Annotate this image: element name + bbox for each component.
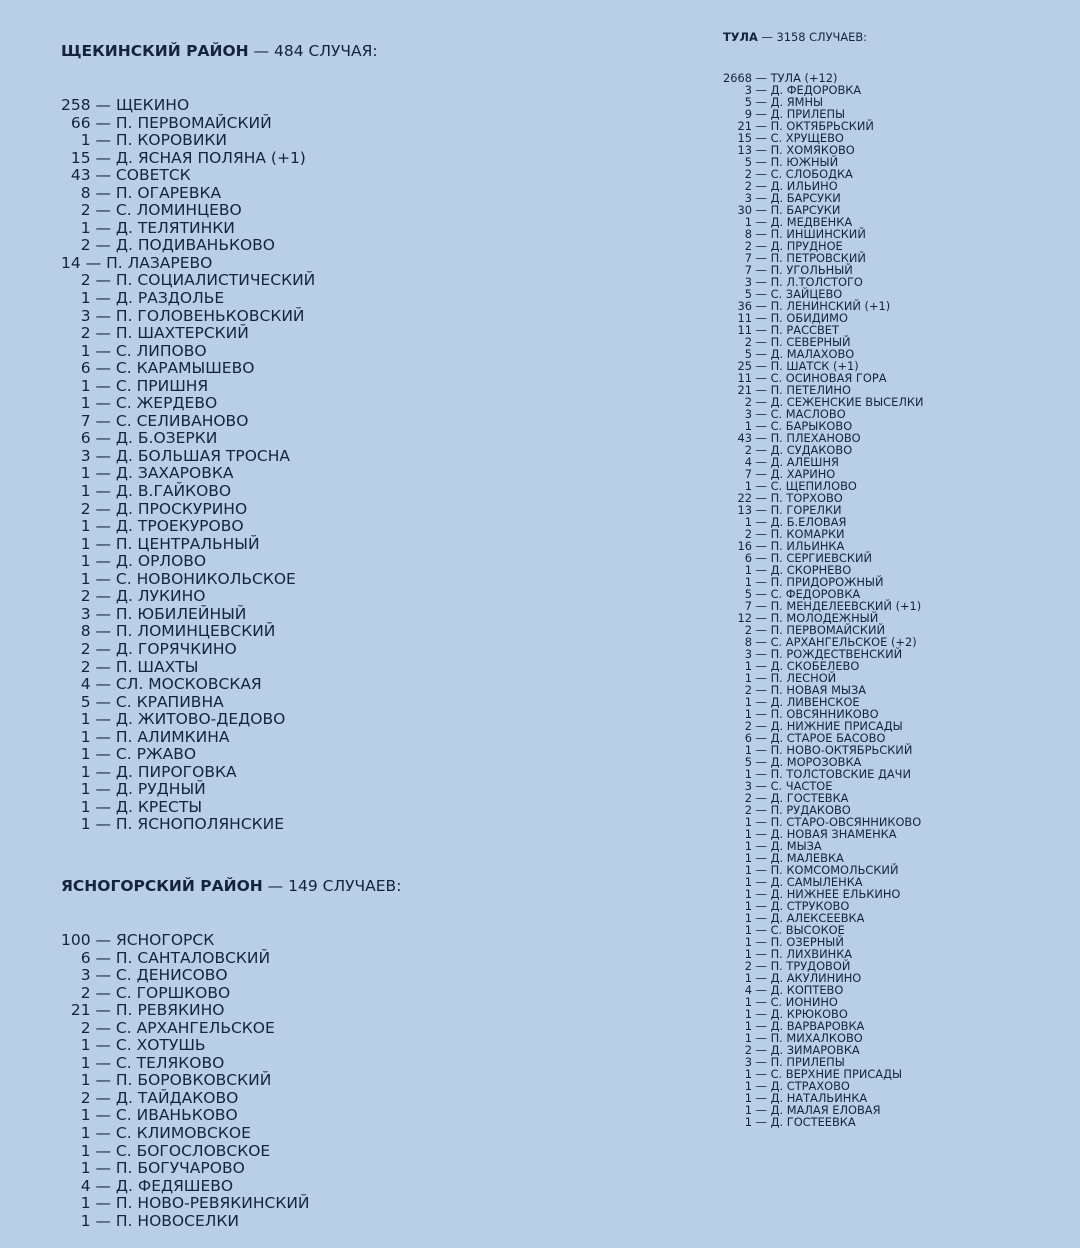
list-item: 66 — П. ПЕРВОМАЙСКИЙ	[61, 113, 272, 132]
list-item: 1 — П. НОВО-РЕВЯКИНСКИЙ	[61, 1194, 310, 1213]
list-item: 1 — С. БАРЫКОВО	[723, 418, 853, 433]
list-item: 11 — С. ОСИНОВАЯ ГОРА	[723, 370, 887, 385]
list-item: 3 — П. ПРИЛЕПЫ	[723, 1054, 845, 1069]
list-item: 2 — Д. ПОДИВАНЬКОВО	[61, 236, 276, 255]
list-item: 1 — Д. В.ГАЙКОВО	[61, 482, 232, 501]
list-item: 2 — П. НОВАЯ МЫЗА	[723, 682, 867, 697]
list-item: 1 — П. НОВО-ОКТЯБРЬСКИЙ	[723, 742, 913, 757]
list-item: 1 — Д. НИЖНЕЕ ЕЛЬКИНО	[723, 886, 901, 901]
list-item: 100 — ЯСНОГОРСК	[61, 930, 215, 949]
list-item: 1 — Д. РУДНЫЙ	[61, 780, 206, 799]
shchekino-district-summary: — 484 СЛУЧАЯ:	[248, 42, 378, 60]
list-item: 11 — П. ОБИДИМО	[723, 310, 848, 325]
list-item: 1 — Д. АКУЛИНИНО	[723, 970, 862, 985]
list-item: 8 — С. АРХАНГЕЛЬСКОЕ (+2)	[723, 634, 917, 649]
list-item: 1 — П. КОРОВИКИ	[61, 131, 228, 150]
list-item: 8 — П. ИНШИНСКИЙ	[723, 226, 866, 241]
list-item: 1 — С. КЛИМОВСКОЕ	[61, 1123, 251, 1142]
list-item: 1 — С. ВЕРХНИЕ ПРИСАДЫ	[723, 1066, 903, 1081]
list-item: 2 — Д. ТАЙДАКОВО	[61, 1088, 239, 1107]
list-item: 1 — Д. ЛИВЕНСКОЕ	[723, 694, 860, 709]
list-item: 16 — П. ИЛЬИНКА	[723, 538, 845, 553]
list-item: 2 — Д. ГОСТЕВКА	[723, 790, 849, 805]
list-item: 5 — Д. ЯМНЫ	[723, 94, 824, 109]
list-item: 1 — Д. РАЗДОЛЬЕ	[61, 289, 225, 308]
list-item: 1 — Д. ТРОЕКУРОВО	[61, 517, 244, 536]
list-item: 2 — С. ЛОМИНЦЕВО	[61, 201, 242, 220]
list-item: 1 — С. ПРИШНЯ	[61, 376, 209, 395]
list-item: 6 — П. СЕРГИЕВСКИЙ	[723, 550, 872, 565]
list-item: 36 — П. ЛЕНИНСКИЙ (+1)	[723, 298, 891, 313]
left-column	[61, 5, 401, 1248]
list-item: 2 — С. ГОРШКОВО	[61, 983, 231, 1002]
list-item: 3 — Д. БАРСУКИ	[723, 190, 841, 205]
list-item: 9 — Д. ПРИЛЕПЫ	[723, 106, 846, 121]
list-item: 1 — П. АЛИМКИНА	[61, 727, 230, 746]
list-item: 1 — Д. ЗАХАРОВКА	[61, 464, 234, 483]
list-item: 2 — Д. ГОРЯЧКИНО	[61, 639, 237, 658]
list-item: 1 — Д. КРЕСТЫ	[61, 797, 202, 816]
list-item: 2 — С. АРХАНГЕЛЬСКОЕ	[61, 1018, 275, 1037]
list-item: 21 — П. РЕВЯКИНО	[61, 1001, 225, 1020]
shchekino-district-header	[61, 41, 401, 61]
tula-header	[723, 31, 924, 44]
list-item: 2 — П. ШАХТЫ	[61, 657, 199, 676]
list-item: 1 — П. ТОЛСТОВСКИЕ ДАЧИ	[723, 766, 911, 781]
list-item: 7 — Д. ХАРИНО	[723, 466, 836, 481]
list-item: 7 — С. СЕЛИВАНОВО	[61, 411, 249, 430]
list-item: 1 — Д. ПИРОГОВКА	[61, 762, 237, 781]
list-item: 2 — Д. СЕЖЕНСКИЕ ВЫСЕЛКИ	[723, 394, 924, 409]
list-item: 4 — Д. КОПТЕВО	[723, 982, 844, 997]
list-item: 2 — П. КОМАРКИ	[723, 526, 845, 541]
list-item: 1 — С. БОГОСЛОВСКОЕ	[61, 1141, 271, 1160]
list-item: 1 — Д. САМЫЛЕНКА	[723, 874, 863, 889]
list-item: 43 — СОВЕТСК	[61, 166, 191, 185]
list-item: 1 — Д. ГОСТЕЕВКА	[723, 1114, 856, 1129]
shchekino-district-title: ЩЕКИНСКИЙ РАЙОН	[61, 42, 249, 60]
list-item: 1 — С. НОВОНИКОЛЬСКОЕ	[61, 569, 296, 588]
list-item: 1 — Д. МАЛАЯ ЕЛОВАЯ	[723, 1102, 881, 1117]
list-item: 1 — С. ЩЕПИЛОВО	[723, 478, 857, 493]
list-item: 4 — Д. ФЕДЯШЕВО	[61, 1176, 234, 1195]
list-item: 2 — П. ПЕРВОМАЙСКИЙ	[723, 622, 886, 637]
list-item: 1 — Д. НАТАЛЬИНКА	[723, 1090, 868, 1105]
list-item: 5 — С. ФЕДОРОВКА	[723, 586, 861, 601]
list-item: 1 — П. МИХАЛКОВО	[723, 1030, 863, 1045]
list-item: 15 — Д. ЯСНАЯ ПОЛЯНА (+1)	[61, 148, 306, 167]
list-item: 1 — П. ОЗЕРНЫЙ	[723, 934, 844, 949]
list-item: 2 — Д. СУДАКОВО	[723, 442, 853, 457]
list-item: 1 — Д. СКОРНЕВО	[723, 562, 852, 577]
list-item: 1 — Д. ЖИТОВО-ДЕДОВО	[61, 710, 286, 729]
list-item: 2 — П. СЕВЕРНЫЙ	[723, 334, 851, 349]
list-item: 3 — П. ЮБИЛЕЙНЫЙ	[61, 604, 247, 623]
list-item: 1 — П. НОВОСЕЛКИ	[61, 1211, 239, 1230]
list-item: 1 — Д. МЕДВЕНКА	[723, 214, 853, 229]
list-item: 1 — Д. МЫЗА	[723, 838, 822, 853]
list-item: 1 — С. ИОНИНО	[723, 994, 838, 1009]
list-item: 1 — П. КОМСОМОЛЬСКИЙ	[723, 862, 899, 877]
list-item: 3 — С. ДЕНИСОВО	[61, 966, 228, 985]
list-item: 7 — П. УГОЛЬНЫЙ	[723, 262, 853, 277]
list-item: 1 — Д. СТРАХОВО	[723, 1078, 850, 1093]
list-item: 3 — П. ГОЛОВЕНЬКОВСКИЙ	[61, 306, 305, 325]
list-item: 2668 — ТУЛА (+12)	[723, 70, 838, 85]
list-item: 3 — Д. БОЛЬШАЯ ТРОСНА	[61, 446, 290, 465]
list-item: 4 — Д. АЛЕШНЯ	[723, 454, 839, 469]
list-item: 8 — П. ЛОМИНЦЕВСКИЙ	[61, 622, 276, 641]
list-item: 6 — П. САНТАЛОВСКИЙ	[61, 948, 271, 967]
list-item: 1 — С. ХОТУШЬ	[61, 1036, 206, 1055]
list-item: 2 — П. РУДАКОВО	[723, 802, 851, 817]
list-item: 21 — П. ПЕТЕЛИНО	[723, 382, 851, 397]
list-item: 13 — П. ХОМЯКОВО	[723, 142, 855, 157]
tula-title: ТУЛА	[723, 30, 758, 44]
list-item: 1 — П. ЦЕНТРАЛЬНЫЙ	[61, 534, 260, 553]
list-item: 2 — Д. ПРОСКУРИНО	[61, 499, 248, 518]
list-item: 1 — Д. НОВАЯ ЗНАМЕНКА	[723, 826, 897, 841]
list-item: 5 — С. ЗАЙЦЕВО	[723, 286, 843, 301]
list-item: 6 — С. КАРАМЫШЕВО	[61, 359, 255, 378]
tula-case-list	[723, 72, 924, 1128]
list-item: 1 — П. ОВСЯННИКОВО	[723, 706, 879, 721]
list-item: 258 — ЩЕКИНО	[61, 96, 190, 114]
list-item: 13 — П. ГОРЕЛКИ	[723, 502, 842, 517]
list-item: 5 — С. КРАПИВНА	[61, 692, 224, 711]
list-item: 1 — С. ВЫСОКОЕ	[723, 922, 845, 937]
list-item: 1 — П. ЛИХВИНКА	[723, 946, 853, 961]
list-item: 4 — СЛ. МОСКОВСКАЯ	[61, 675, 262, 694]
right-column	[723, 3, 924, 1142]
list-item: 1 — П. ПРИДОРОЖНЫЙ	[723, 574, 884, 589]
list-item: 15 — С. ХРУЩЕВО	[723, 130, 844, 145]
list-item: 1 — П. СТАРО-ОВСЯННИКОВО	[723, 814, 922, 829]
list-item: 1 — Д. АЛЕКСЕЕВКА	[723, 910, 865, 925]
list-item: 6 — Д. СТАРОЕ БАСОВО	[723, 730, 886, 745]
list-item: 25 — П. ШАТСК (+1)	[723, 358, 859, 373]
list-item: 1 — Д. ОРЛОВО	[61, 552, 207, 571]
list-item: 1 — Д. СКОБЕЛЕВО	[723, 658, 860, 673]
list-item: 1 — Д. КРЮКОВО	[723, 1006, 848, 1021]
list-item: 5 — Д. МОРОЗОВКА	[723, 754, 862, 769]
yasnogorsk-district-header	[61, 876, 401, 896]
list-item: 5 — Д. МАЛАХОВО	[723, 346, 855, 361]
tula-summary: — 3158 СЛУЧАЕВ:	[757, 30, 867, 44]
list-item: 1 — П. БОРОВКОВСКИЙ	[61, 1071, 272, 1090]
list-item: 2 — Д. ЗИМАРОВКА	[723, 1042, 860, 1057]
list-item: 1 — С. ЖЕРДЕВО	[61, 394, 218, 413]
list-item: 22 — П. ТОРХОВО	[723, 490, 843, 505]
list-item: 1 — Д. МАЛЕВКА	[723, 850, 844, 865]
list-item: 2 — П. ШАХТЕРСКИЙ	[61, 324, 249, 343]
yasnogorsk-district-title: ЯСНОГОРСКИЙ РАЙОН	[61, 876, 263, 895]
list-item: 1 — П. БОГУЧАРОВО	[61, 1159, 245, 1178]
list-item: 11 — П. РАССВЕТ	[723, 322, 839, 337]
list-item: 3 — П. Л.ТОЛСТОГО	[723, 274, 863, 289]
list-item: 30 — П. БАРСУКИ	[723, 202, 841, 217]
list-item: 1 — П. ЯСНОПОЛЯНСКИЕ	[61, 815, 285, 834]
list-item: 2 — С. СЛОБОДКА	[723, 166, 853, 181]
list-item: 1 — С. ЛИПОВО	[61, 341, 207, 360]
list-item: 1 — Д. ВАРВАРОВКА	[723, 1018, 865, 1033]
list-item: 1 — Д. СТРУКОВО	[723, 898, 850, 913]
list-item: 1 — Д. ТЕЛЯТИНКИ	[61, 218, 235, 237]
list-item: 1 — Д. Б.ЕЛОВАЯ	[723, 514, 847, 529]
list-item: 2 — Д. ЛУКИНО	[61, 587, 206, 606]
list-item: 5 — П. ЮЖНЫЙ	[723, 154, 839, 169]
list-item: 2 — П. СОЦИАЛИСТИЧЕСКИЙ	[61, 271, 316, 290]
yasnogorsk-district-summary: — 149 СЛУЧАЕВ:	[262, 876, 402, 895]
shchekino-case-list	[61, 97, 401, 834]
list-item: 2 — Д. НИЖНИЕ ПРИСАДЫ	[723, 718, 903, 733]
list-item: 3 — С. ЧАСТОЕ	[723, 778, 833, 793]
list-item: 3 — Д. ФЕДОРОВКА	[723, 82, 862, 97]
list-item: 8 — П. ОГАРЕВКА	[61, 183, 222, 202]
list-item: 21 — П. ОКТЯБРЬСКИЙ	[723, 118, 874, 133]
list-item: 12 — П. МОЛОДЕЖНЫЙ	[723, 610, 879, 625]
list-item: 3 — С. МАСЛОВО	[723, 406, 846, 421]
list-item: 1 — С. ИВАНЬКОВО	[61, 1106, 238, 1125]
list-item: 2 — П. ТРУДОВОЙ	[723, 958, 851, 973]
list-item: 7 — П. ПЕТРОВСКИЙ	[723, 250, 866, 265]
list-item: 3 — П. РОЖДЕСТВЕНСКИЙ	[723, 646, 903, 661]
list-item: 1 — С. ТЕЛЯКОВО	[61, 1053, 225, 1072]
list-item: 2 — Д. ИЛЬИНО	[723, 178, 838, 193]
list-item: 1 — С. РЖАВО	[61, 745, 197, 764]
list-item: 14 — П. ЛАЗАРЕВО	[61, 253, 213, 272]
list-item: 6 — Д. Б.ОЗЕРКИ	[61, 429, 218, 448]
list-item: 2 — Д. ПРУДНОЕ	[723, 238, 843, 253]
list-item: 7 — П. МЕНДЕЛЕЕВСКИЙ (+1)	[723, 598, 922, 613]
yasnogorsk-case-list	[61, 932, 401, 1230]
list-item: 1 — П. ЛЕСНОЙ	[723, 670, 837, 685]
list-item: 43 — П. ПЛЕХАНОВО	[723, 430, 861, 445]
